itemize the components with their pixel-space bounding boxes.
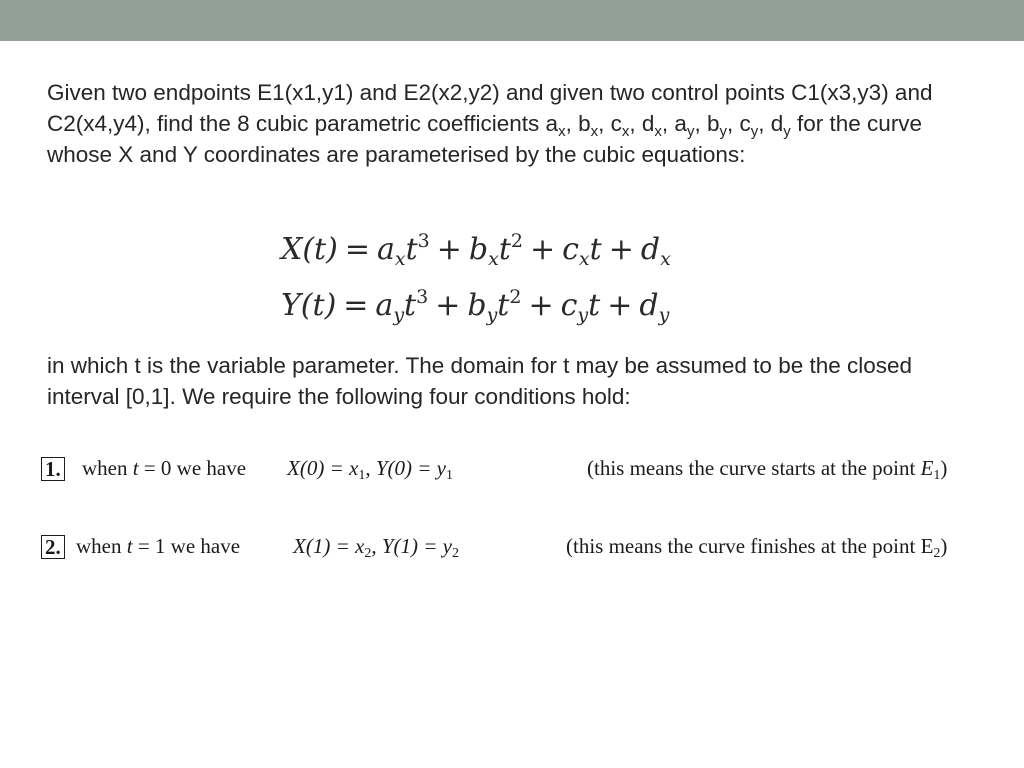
- cubic-equations: [281, 232, 671, 344]
- condition-number: 1.: [41, 457, 65, 481]
- condition-when: when t = 1 we have: [76, 534, 241, 558]
- slide-header-bar: [0, 0, 1024, 41]
- condition-number: 2.: [41, 535, 65, 559]
- condition-2: [41, 533, 1001, 563]
- intro-paragraph: Given two endpoints E1(x1,y1) and E2(x2,y2) and given two control points C1(x3,y3) and C2(x4,y4), find the 8 cubic parametric coefficients $a_x$, $b_x$, $c_x$, $d_x$, $a_y$, $b_y$, $c_y$, $d_y$ for the curve whose X and Y coordinates are parameterised by the cubic equations:: [47, 80, 933, 167]
- condition-when: when t = 0 we have: [82, 456, 247, 480]
- condition-1: [41, 455, 1001, 485]
- y-equation: $Y(t) = a_yt^3 + b_yt^2 + c_yt + d_y$: [281, 286, 670, 326]
- condition-equations: $X(1) = x_2$, $Y(1) = y_2$: [293, 534, 459, 561]
- condition-note: (this means the curve finishes at the point $E_2$): [566, 534, 948, 561]
- condition-note: (this means the curve starts at the point $E_1$): [587, 456, 948, 483]
- x-equation: $X(t) = a_xt^3 + b_xt^2 + c_xt + d_x$: [281, 230, 671, 270]
- domain-paragraph: in which t is the variable parameter. The domain for t may be assumed to be the closed interval [0,1]. We require the following four conditions hold:: [47, 353, 913, 409]
- condition-equations: $X(0) = x_1$, $Y(0) = y_1$: [287, 456, 453, 483]
